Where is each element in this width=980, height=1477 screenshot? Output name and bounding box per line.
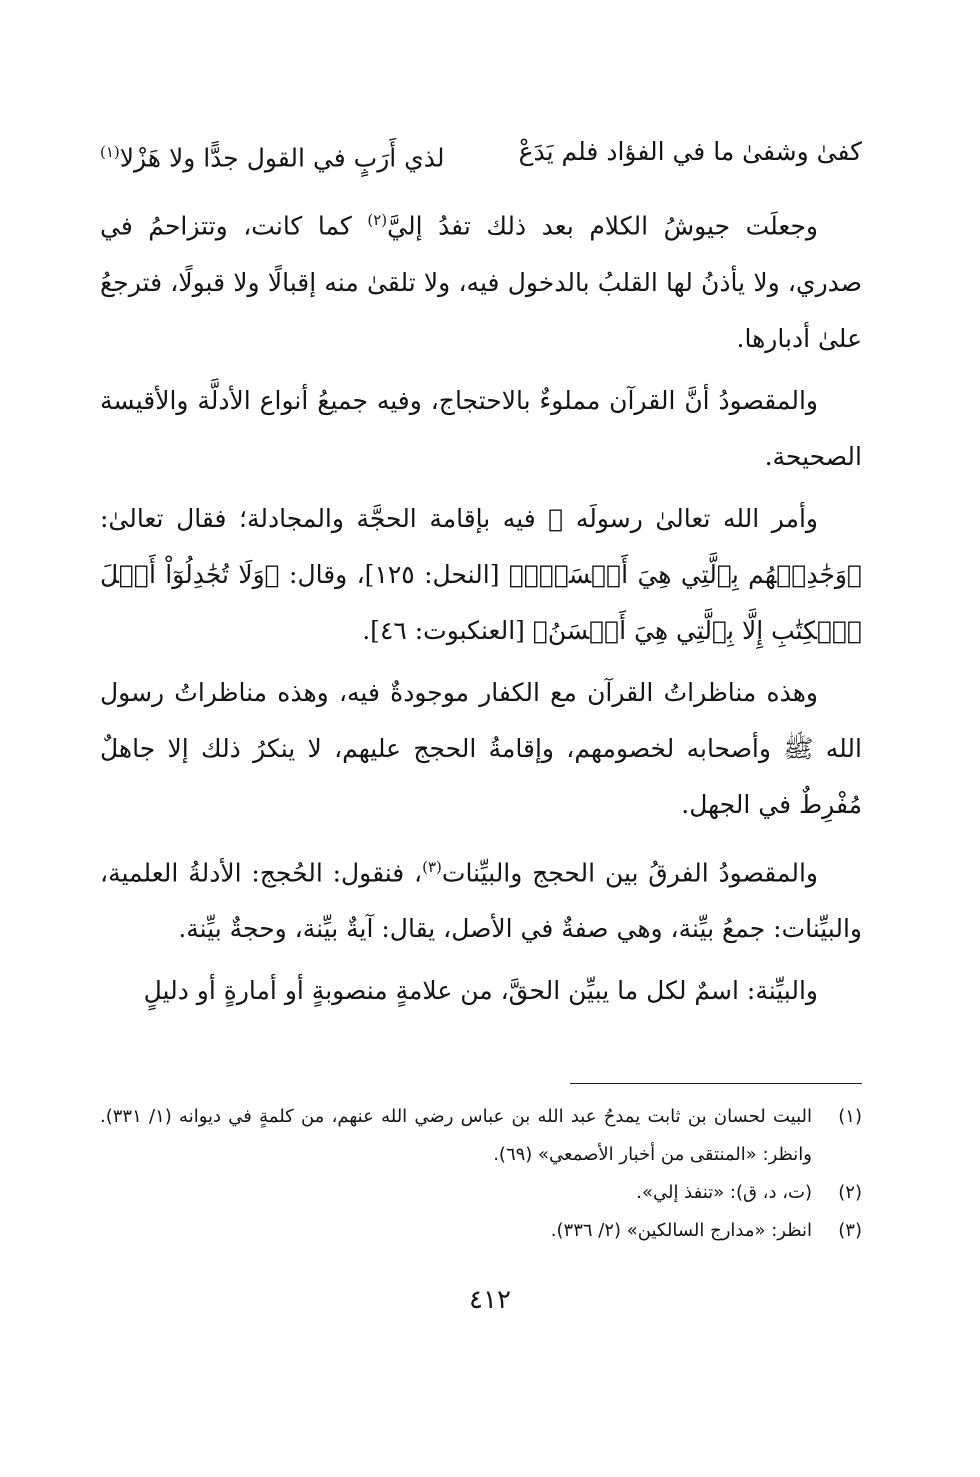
paragraph-text: والبيِّنة: اسمٌ لكل ما يبيِّن الحقَّ، من علامةٍ منصوبةٍ أو أمارةٍ أو دليلٍ (143, 975, 818, 1005)
footnote-text: (ت، د، ق): «تنفذ إلي». (636, 1182, 812, 1203)
footnote-number: (١) (838, 1106, 862, 1127)
footnote-text: البيت لحسان بن ثابت يمدحُ عبد الله بن عباس رضي الله عنهم، من كلمةٍ في ديوانه (١/ ٣٣١). وانظر: «المنتقى من أخبار الأصمعي» (٦٩). (100, 1106, 812, 1165)
paragraph-text: وجعلَت جيوشُ الكلام بعد ذلك تفدُ إليَّ (387, 211, 818, 241)
paragraph-text: والمقصودُ أنَّ القرآن مملوءٌ بالاحتجاج، وفيه جميعُ أنواع الأدلَّة والأقيسة الصحيحة. (100, 385, 862, 471)
footnote-3 (100, 1212, 862, 1250)
paragraph-text: كما كانت، وتتزاحمُ في صدري، ولا يأذنُ لها القلبُ بالدخول فيه، ولا تلقىٰ منه إقبالًا ولا قبولًا، فترجعُ علىٰ أدبارها. (100, 211, 862, 353)
footnote-1 (100, 1098, 862, 1174)
footnote-number: (٣) (838, 1220, 862, 1241)
paragraph-2 (100, 373, 862, 485)
paragraph-text: ، فنقول: الحُجج: الأدلةُ العلمية، والبيِّنات: جمعُ بيِّنة، وهي صفةٌ في الأصل، يقال: آيةٌ بيِّنة، وحجةٌ بيِّنة. (100, 857, 862, 943)
paragraph-4 (100, 665, 862, 833)
footnote-ref-1: (١) (100, 143, 120, 161)
paragraph-6 (100, 963, 862, 1019)
footnote-2 (100, 1174, 862, 1212)
verse-left-text: لذي أَرَبٍ في القول جدًّا ولا هَزْلا (119, 143, 445, 173)
verse-right-hemistich: كفىٰ وشفىٰ ما في الفؤاد فلم يَدَعْ (518, 137, 862, 166)
paragraph-5 (100, 839, 862, 957)
footnote-text: انظر: «مدارج السالكين» (٢/ ٣٣٦). (550, 1220, 812, 1241)
footnote-ref-2: (٢) (367, 211, 388, 230)
paragraph-text: وأمر الله تعالىٰ رسولَه ﷺ فيه بإقامة الحجَّة والمجادلة؛ فقال تعالىٰ: ﴿وَجَٰدِلۡهُم بِٱلَّتِي هِيَ أَحۡسَنُۚ﴾ [النحل: ١٢٥]، وقال: ﴿وَلَا تُجَٰدِلُوٓاْ أَهۡلَ ٱلۡكِتَٰبِ إِلَّا بِٱلَّتِي هِيَ أَحۡسَنُ﴾ [العنكبوت: ٤٦]. (100, 503, 862, 645)
paragraph-text: والمقصودُ الفرقُ بين الحجج والبيِّنات (441, 857, 818, 887)
paragraph-3 (100, 491, 862, 659)
footnote-ref-3: (٣) (422, 857, 442, 876)
footnotes (100, 1098, 862, 1250)
footnote-separator (570, 1083, 862, 1084)
paragraph-text: وهذه مناظراتُ القرآن مع الكفار موجودةٌ فيه، وهذه مناظراتُ رسول الله ﷺ وأصحابه لخصومهم، وإقامةُ الحجج عليهم، لا ينكرُ ذلك إلا جاهلٌ مُفْرِطٌ في الجهل. (100, 677, 862, 819)
poetry-verse (100, 128, 862, 182)
main-text (100, 128, 862, 1025)
paragraph-1 (100, 192, 862, 366)
footnote-number: (٢) (838, 1182, 862, 1203)
verse-left-hemistich (100, 128, 445, 182)
page-number: ٤١٢ (469, 1285, 511, 1315)
